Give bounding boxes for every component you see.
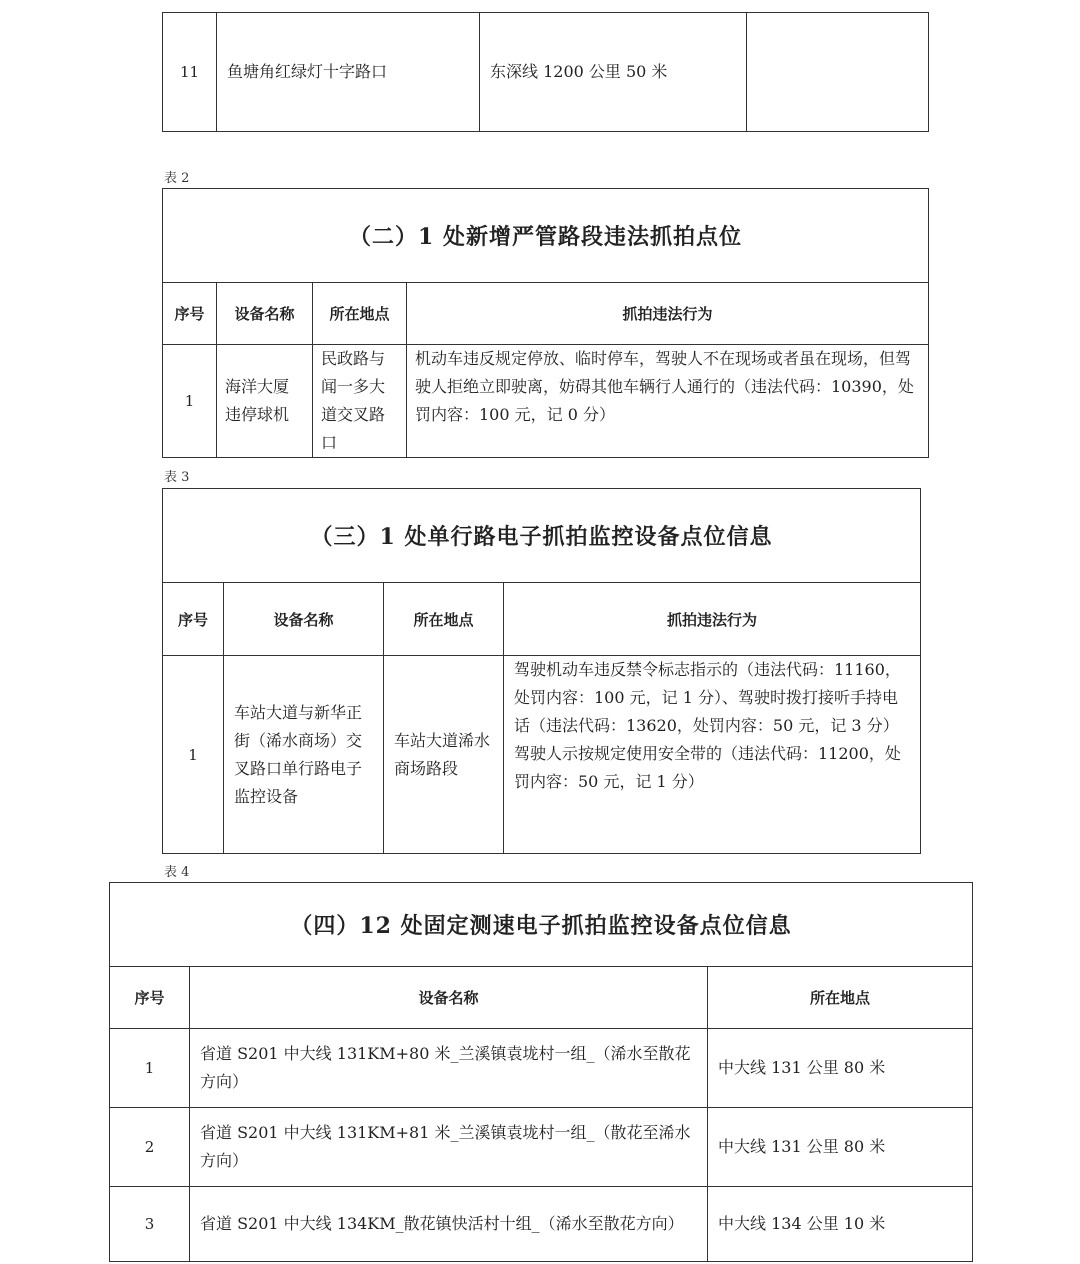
table3 (162, 488, 921, 854)
row-no: 1 (163, 656, 224, 854)
row-location: 中大线 131 公里 80 米 (708, 1108, 973, 1187)
table4-title: （四）12 处固定测速电子抓拍监控设备点位信息 (110, 883, 973, 967)
row-device-name: 省道 S201 中大线 134KM_散花镇快活村十组_（浠水至散花方向） (190, 1187, 708, 1262)
header-device-name: 设备名称 (224, 583, 384, 656)
row-location: 中大线 134 公里 10 米 (708, 1187, 973, 1262)
row-location: 东深线 1200 公里 50 米 (480, 13, 747, 132)
table1-tail (162, 12, 929, 132)
row-no: 11 (163, 13, 217, 132)
table-row (110, 1187, 973, 1262)
row-no: 3 (110, 1187, 190, 1262)
row-no: 2 (110, 1108, 190, 1187)
table-row (163, 13, 929, 132)
table2-caption: 表 2 (164, 171, 190, 186)
table-row (110, 1108, 973, 1187)
header-location: 所在地点 (384, 583, 504, 656)
header-behavior: 抓拍违法行为 (407, 283, 929, 345)
row-behavior: 驾驶机动车违反禁令标志指示的（违法代码：11160，处罚内容：100 元，记 1 分）、驾驶时拨打接听手持电话（违法代码：13620，处罚内容：50 元，记 3 分）驾驶人示按规定使用安全带的（违法代码：11200，处罚内容：50 元，记 1 分） (504, 656, 921, 854)
table-row (110, 1029, 973, 1108)
table3-caption: 表 3 (164, 470, 190, 485)
table2 (162, 188, 929, 458)
table-row (163, 345, 929, 458)
table-row (163, 656, 921, 854)
row-device-name: 省道 S201 中大线 131KM+80 米_兰溪镇袁垅村一组_（浠水至散花方向） (190, 1029, 708, 1108)
row-location: 民政路与闻一多大道交叉路口 (313, 345, 407, 458)
row-device-name: 海洋大厦违停球机 (217, 345, 313, 458)
row-extra (747, 13, 929, 132)
table4 (109, 882, 973, 1262)
row-device-name: 鱼塘角红绿灯十字路口 (217, 13, 480, 132)
table4-caption: 表 4 (164, 865, 190, 880)
table2-header-row (163, 283, 929, 345)
row-behavior: 机动车违反规定停放、临时停车，驾驶人不在现场或者虽在现场，但驾驶人拒绝立即驶离，妨碍其他车辆行人通行的（违法代码：10390，处罚内容：100 元，记 0 分） (407, 345, 929, 458)
row-no: 1 (163, 345, 217, 458)
row-location: 中大线 131 公里 80 米 (708, 1029, 973, 1108)
row-no: 1 (110, 1029, 190, 1108)
header-device-name: 设备名称 (190, 967, 708, 1029)
row-location: 车站大道浠水商场路段 (384, 656, 504, 854)
header-location: 所在地点 (313, 283, 407, 345)
row-device-name: 省道 S201 中大线 131KM+81 米_兰溪镇袁垅村一组_（散花至浠水方向） (190, 1108, 708, 1187)
row-device-name: 车站大道与新华正街（浠水商场）交叉路口单行路电子监控设备 (224, 656, 384, 854)
header-behavior: 抓拍违法行为 (504, 583, 921, 656)
header-no: 序号 (163, 583, 224, 656)
table3-header-row (163, 583, 921, 656)
table4-header-row (110, 967, 973, 1029)
header-no: 序号 (110, 967, 190, 1029)
table3-title: （三）1 处单行路电子抓拍监控设备点位信息 (163, 489, 921, 583)
table2-title: （二）1 处新增严管路段违法抓拍点位 (163, 189, 929, 283)
header-no: 序号 (163, 283, 217, 345)
header-device-name: 设备名称 (217, 283, 313, 345)
header-location: 所在地点 (708, 967, 973, 1029)
